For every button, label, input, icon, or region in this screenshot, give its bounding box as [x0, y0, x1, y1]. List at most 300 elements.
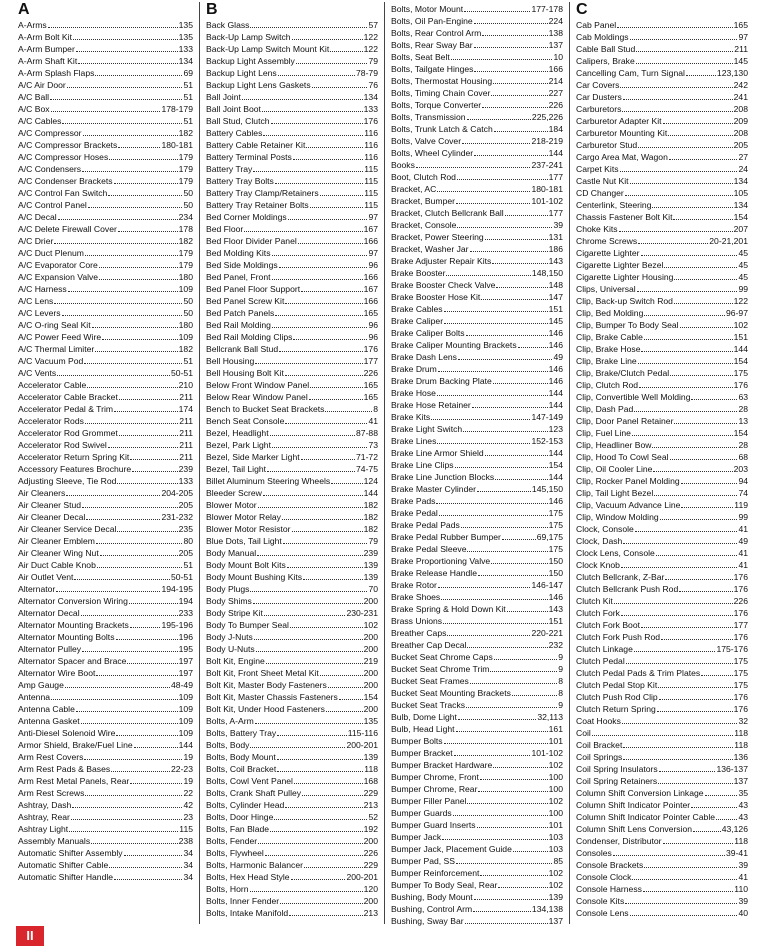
- entry-page: 211: [179, 440, 193, 450]
- entry-label: Clip, Back-up Switch Rod: [576, 296, 673, 306]
- entry-label: Console Lens: [576, 908, 629, 918]
- entry-page: 135: [363, 716, 378, 726]
- index-entry: [576, 559, 748, 571]
- index-entry: [206, 883, 378, 895]
- entry-label: Accelerator Cable Bracket: [18, 392, 118, 402]
- entry-page: 138: [548, 28, 563, 38]
- dot-leader: [66, 487, 160, 496]
- entry-page: 78-79: [356, 68, 378, 78]
- entry-page: 131: [548, 232, 563, 242]
- index-entry: [206, 655, 378, 667]
- entry-page: 97: [368, 248, 378, 258]
- index-columns: [14, 2, 757, 924]
- index-entry: [576, 691, 748, 703]
- index-entry: [18, 679, 193, 691]
- entry-page: 208: [733, 104, 748, 114]
- entry-page: 205: [733, 140, 748, 150]
- index-entry: [18, 787, 193, 799]
- entry-label: A/C Delete Firewall Cover: [18, 224, 117, 234]
- index-entry: [391, 735, 563, 747]
- entry-page: 161: [548, 724, 563, 734]
- entry-label: Air Cleaner Service Decal: [18, 524, 117, 534]
- entry-label: Bolts, Horn: [206, 884, 249, 894]
- index-entry: [576, 715, 748, 727]
- index-entry: [391, 555, 563, 567]
- entry-label: Bed Floor: [206, 224, 244, 234]
- entry-label: Alternator Wire Boot: [18, 668, 96, 678]
- entry-label: Clutch Return Spring: [576, 704, 656, 714]
- entry-label: Condenser, Distributor: [576, 836, 662, 846]
- entry-page: 168: [363, 776, 378, 786]
- entry-label: Brake Cables: [391, 304, 443, 314]
- entry-label: Bumper Chrome, Front: [391, 772, 479, 782]
- index-entry: [18, 343, 193, 355]
- entry-page: 28: [738, 440, 748, 450]
- index-entry: [206, 343, 378, 355]
- index-entry: [206, 319, 378, 331]
- index-entry: [391, 819, 563, 831]
- dot-leader: [265, 847, 363, 856]
- entry-list: [18, 19, 193, 924]
- entry-label: A/C Decal: [18, 212, 57, 222]
- entry-page: 176: [733, 692, 748, 702]
- entry-page: 182: [178, 128, 193, 138]
- entry-page: 179: [178, 248, 193, 258]
- page-number: II: [16, 926, 44, 946]
- entry-page: 177: [548, 172, 563, 182]
- dot-leader: [431, 411, 530, 420]
- entry-label: Body Plugs: [206, 584, 250, 594]
- index-entry: [576, 499, 748, 511]
- dot-leader: [439, 507, 548, 516]
- entry-label: Body J-Nuts: [206, 632, 253, 642]
- dot-leader: [108, 439, 178, 448]
- entry-page: 234: [178, 212, 193, 222]
- dot-leader: [256, 643, 363, 652]
- entry-page: 145,150: [531, 484, 563, 494]
- index-entry: [18, 307, 193, 319]
- dot-leader: [99, 271, 178, 280]
- index-entry: [18, 67, 193, 79]
- entry-label: Brake Caliper: [391, 316, 444, 326]
- dot-leader: [617, 19, 733, 28]
- entry-page: 109: [178, 284, 193, 294]
- dot-leader: [665, 571, 732, 580]
- entry-label: Cab Moldings: [576, 32, 629, 42]
- dot-leader: [82, 163, 178, 172]
- entry-page: 167: [363, 224, 378, 234]
- index-entry: [391, 339, 563, 351]
- dot-leader: [285, 415, 367, 424]
- dot-leader: [438, 363, 548, 372]
- index-entry: [391, 75, 563, 87]
- dot-leader: [253, 163, 363, 172]
- dot-leader: [472, 399, 548, 408]
- dot-leader: [91, 835, 178, 844]
- dot-leader: [456, 855, 552, 864]
- dot-leader: [68, 283, 178, 292]
- index-entry: [18, 271, 193, 283]
- entry-label: Column Shift Lens Conversion: [576, 824, 693, 834]
- entry-page: 135: [178, 20, 193, 30]
- index-entry: [206, 487, 378, 499]
- entry-page: 139: [363, 572, 378, 582]
- entry-page: 225,226: [531, 112, 563, 122]
- entry-label: Brake Booster Check Valve: [391, 280, 496, 290]
- entry-page: 179: [178, 152, 193, 162]
- entry-label: Alternator Mounting Bolts: [18, 632, 115, 642]
- dot-leader: [518, 339, 548, 348]
- entry-label: Bolts, Coil Bracket: [206, 764, 277, 774]
- dot-leader: [85, 247, 178, 256]
- entry-label: Bumper Bracket Hardware: [391, 760, 493, 770]
- entry-page: 115: [364, 176, 378, 186]
- dot-leader: [658, 775, 732, 784]
- dot-leader: [62, 307, 183, 316]
- dot-leader: [680, 319, 733, 328]
- entry-label: Bushing, Sway Bar: [391, 916, 464, 926]
- index-entry: [206, 247, 378, 259]
- dot-leader: [474, 63, 547, 72]
- dot-leader: [474, 39, 548, 48]
- entry-label: Antenna Cable: [18, 704, 75, 714]
- entry-page: 139: [363, 752, 378, 762]
- entry-label: Bezel, Headlight: [206, 428, 269, 438]
- entry-label: A/C Box: [18, 104, 50, 114]
- entry-label: Brake Caliper Mounting Brackets: [391, 340, 517, 350]
- entry-label: Alternator Pulley: [18, 644, 82, 654]
- dot-leader: [456, 195, 530, 204]
- index-entry: [18, 331, 193, 343]
- index-entry: [391, 795, 563, 807]
- entry-page: 134: [363, 92, 378, 102]
- index-entry: [576, 19, 748, 31]
- index-entry: [391, 363, 563, 375]
- index-entry: [576, 835, 748, 847]
- entry-label: Bench to Bucket Seat Brackets: [206, 404, 325, 414]
- entry-label: Brake Pads: [391, 496, 436, 506]
- dot-leader: [693, 823, 721, 832]
- dot-leader: [705, 787, 738, 796]
- entry-page: 148: [548, 280, 563, 290]
- index-entry: [18, 163, 193, 175]
- entry-page: 74-75: [356, 464, 378, 474]
- index-entry: [18, 643, 193, 655]
- dot-leader: [76, 703, 178, 712]
- entry-page: 205: [178, 548, 193, 558]
- index-entry: [391, 327, 563, 339]
- entry-label: Battery Tray: [206, 164, 253, 174]
- entry-label: Amp Gauge: [18, 680, 64, 690]
- entry-label: Accelerator Return Spring Kit: [18, 452, 130, 462]
- index-entry: [206, 283, 378, 295]
- index-entry: [206, 127, 378, 139]
- dot-leader: [437, 435, 530, 444]
- index-entry: [391, 243, 563, 255]
- entry-label: Bumper Jack: [391, 832, 442, 842]
- entry-label: Bumper Pad, SS: [391, 856, 456, 866]
- dot-leader: [82, 643, 178, 652]
- dot-leader: [99, 259, 178, 268]
- dot-leader: [82, 499, 178, 508]
- entry-label: Bolt Kit, Engine: [206, 656, 265, 666]
- entry-label: Bolts, Fan Blade: [206, 824, 270, 834]
- index-entry: [18, 295, 193, 307]
- entry-label: Bolts, Battery Tray: [206, 728, 277, 738]
- entry-page: 196: [178, 632, 193, 642]
- entry-page: 51: [183, 80, 193, 90]
- dot-leader: [498, 879, 547, 888]
- index-entry: [391, 615, 563, 627]
- entry-page: 19: [183, 776, 193, 786]
- index-entry: [206, 907, 378, 919]
- entry-page: 49: [553, 352, 563, 362]
- index-entry: [391, 663, 563, 675]
- dot-leader: [636, 55, 733, 64]
- dot-leader: [54, 295, 182, 304]
- entry-page: 239: [363, 548, 378, 558]
- entry-label: Brake Hose Retainer: [391, 400, 471, 410]
- index-entry: [576, 787, 748, 799]
- dot-leader: [674, 271, 737, 280]
- index-entry: [391, 411, 563, 423]
- entry-label: Bell Housing Bolt Kit: [206, 368, 284, 378]
- dot-leader: [673, 211, 732, 220]
- entry-page: 133: [178, 44, 193, 54]
- entry-page: 214: [548, 76, 563, 86]
- index-entry: [391, 711, 563, 723]
- entry-page: 105: [733, 188, 748, 198]
- dot-leader: [306, 139, 363, 148]
- index-entry: [18, 247, 193, 259]
- entry-page: 43: [738, 812, 748, 822]
- dot-leader: [466, 327, 548, 336]
- dot-leader: [270, 823, 363, 832]
- entry-page: 192: [363, 824, 378, 834]
- entry-page: 116: [364, 128, 378, 138]
- entry-label: Clip, Clutch Rod: [576, 380, 639, 390]
- dot-leader: [442, 831, 548, 840]
- index-entry: [206, 211, 378, 223]
- entry-label: Brake Line Junction Blocks: [391, 472, 495, 482]
- entry-label: Accelerator Rods: [18, 416, 84, 426]
- dot-leader: [656, 547, 738, 556]
- entry-label: Consoles: [576, 848, 612, 858]
- entry-label: Coil Springs: [576, 752, 623, 762]
- entry-page: 123: [548, 424, 563, 434]
- index-entry: [391, 807, 563, 819]
- dot-leader: [492, 255, 547, 264]
- dot-leader: [621, 559, 737, 568]
- entry-label: Clock Knob: [576, 560, 620, 570]
- index-entry: [576, 703, 748, 715]
- index-entry: [18, 547, 193, 559]
- dot-leader: [661, 631, 733, 640]
- entry-page: 195: [178, 644, 193, 654]
- dot-leader: [81, 607, 178, 616]
- dot-leader: [470, 243, 548, 252]
- index-entry: [18, 871, 193, 883]
- entry-page: 239: [178, 464, 193, 474]
- dot-leader: [81, 715, 178, 724]
- index-entry: [391, 219, 563, 231]
- entry-page: 176: [733, 608, 748, 618]
- dot-leader: [96, 667, 177, 676]
- index-entry: [18, 835, 193, 847]
- dot-leader: [638, 139, 733, 148]
- dot-leader: [669, 151, 738, 160]
- dot-leader: [447, 627, 530, 636]
- entry-page: 51: [183, 116, 193, 126]
- entry-label: A-Arms: [18, 20, 47, 30]
- dot-leader: [102, 331, 178, 340]
- dot-leader: [613, 847, 725, 856]
- entry-page: 174: [178, 404, 193, 414]
- dot-leader: [87, 379, 177, 388]
- index-entry: [391, 699, 563, 711]
- entry-label: Carburetor Adapter Kit: [576, 116, 662, 126]
- entry-page: 145: [548, 316, 563, 326]
- entry-label: Battery Terminal Posts: [206, 152, 292, 162]
- dot-leader: [298, 235, 363, 244]
- index-entry: [206, 619, 378, 631]
- dot-leader: [118, 139, 160, 148]
- dot-leader: [659, 691, 733, 700]
- entry-page: 51: [183, 560, 193, 570]
- entry-label: Body Stripe Kit: [206, 608, 263, 618]
- dot-leader: [636, 43, 733, 52]
- dot-leader: [467, 639, 547, 648]
- dot-leader: [482, 27, 547, 36]
- index-entry: [576, 295, 748, 307]
- index-entry: [18, 655, 193, 667]
- entry-page: 35: [738, 788, 748, 798]
- index-entry: [206, 451, 378, 463]
- entry-page: 180: [178, 320, 193, 330]
- index-entry: [206, 175, 378, 187]
- entry-label: Clutch Linkage: [576, 644, 633, 654]
- entry-label: Bolts, Body Mount: [206, 752, 276, 762]
- dot-leader: [302, 787, 363, 796]
- dot-leader: [416, 159, 531, 168]
- entry-page: 39-41: [726, 848, 748, 858]
- entry-label: Air Cleaner Emblem: [18, 536, 95, 546]
- entry-label: Clip, Brake Hose: [576, 344, 641, 354]
- entry-label: A/C Expansion Valve: [18, 272, 99, 282]
- entry-page: 200-201: [346, 872, 378, 882]
- entry-label: Chassis Fastener Bolt Kit: [576, 212, 673, 222]
- entry-page: 144: [548, 388, 563, 398]
- dot-leader: [626, 655, 733, 664]
- index-entry: [576, 595, 748, 607]
- entry-page: 40: [738, 908, 748, 918]
- dot-leader: [255, 355, 362, 364]
- entry-label: Cargo Area Mat, Wagon: [576, 152, 668, 162]
- entry-label: A/C Condensers: [18, 164, 82, 174]
- entry-page: 208: [733, 128, 748, 138]
- entry-label: Breather Cap Decal: [391, 640, 467, 650]
- entry-label: Bolts, Tailgate Hinges: [391, 64, 474, 74]
- index-entry: [576, 163, 748, 175]
- index-entry: [576, 883, 748, 895]
- entry-label: A/C Control Panel: [18, 200, 87, 210]
- dot-leader: [85, 415, 178, 424]
- entry-page: 52: [368, 812, 378, 822]
- entry-label: Coat Hooks: [576, 716, 621, 726]
- dot-leader: [438, 579, 531, 588]
- entry-page: 195-196: [161, 620, 193, 630]
- entry-page: 204-205: [161, 488, 193, 498]
- entry-label: Battery Cables: [206, 128, 263, 138]
- dot-leader: [625, 895, 737, 904]
- entry-label: Bumper Guards: [391, 808, 452, 818]
- index-entry: [206, 799, 378, 811]
- entry-label: Back Glass: [206, 20, 250, 30]
- index-entry: [391, 111, 563, 123]
- entry-label: Cancelling Cam, Turn Signal: [576, 68, 685, 78]
- dot-leader: [278, 67, 355, 76]
- index-entry: [206, 463, 378, 475]
- entry-page: 229: [363, 788, 378, 798]
- entry-label: Coil Spring Insulators: [576, 764, 658, 774]
- index-entry: [391, 483, 563, 495]
- entry-page: 19: [183, 752, 193, 762]
- entry-page: 207: [733, 224, 748, 234]
- entry-label: A/C Ball: [18, 92, 50, 102]
- entry-label: Bolts, Inner Fender: [206, 896, 280, 906]
- entry-page: 139: [548, 892, 563, 902]
- entry-label: Bolts, Hex Head Style: [206, 872, 290, 882]
- index-entry: [391, 651, 563, 663]
- entry-page: 226: [733, 596, 748, 606]
- entry-label: Bulb, Head Light: [391, 724, 455, 734]
- entry-page: 9: [558, 700, 563, 710]
- entry-label: Clutch Fork Push Rod: [576, 632, 661, 642]
- entry-page: 200: [363, 680, 378, 690]
- entry-page: 144: [363, 488, 378, 498]
- index-entry: [576, 367, 748, 379]
- entry-page: 231-232: [161, 512, 193, 522]
- entry-label: Battery Tray Bolts: [206, 176, 274, 186]
- dot-leader: [461, 519, 548, 528]
- entry-label: Battery Tray Retainer Bolts: [206, 200, 309, 210]
- dot-leader: [285, 799, 362, 808]
- entry-page: 144: [548, 472, 563, 482]
- entry-label: A-Arm Splash Flaps: [18, 68, 95, 78]
- index-entry: [206, 667, 378, 679]
- entry-label: Adjusting Sleeve, Tie Rod: [18, 476, 117, 486]
- index-entry: [206, 31, 378, 43]
- index-entry: [18, 79, 193, 91]
- entry-label: Battery Cable Retainer Kit: [206, 140, 306, 150]
- entry-page: 154: [548, 460, 563, 470]
- dot-leader: [250, 19, 367, 28]
- entry-page: 102: [548, 868, 563, 878]
- entry-page: 213: [363, 800, 378, 810]
- entry-page: 176: [363, 116, 378, 126]
- entry-label: Body U-Nuts: [206, 644, 255, 654]
- dot-leader: [108, 187, 182, 196]
- entry-label: Air Outlet Vent: [18, 572, 74, 582]
- dot-leader: [272, 319, 367, 328]
- dot-leader: [303, 571, 363, 580]
- entry-page: 151: [548, 616, 563, 626]
- entry-page: 101-102: [531, 196, 563, 206]
- entry-page: 147-149: [531, 412, 563, 422]
- dot-leader: [272, 439, 367, 448]
- entry-label: Bolts, Seat Belt: [391, 52, 450, 62]
- index-entry: [18, 475, 193, 487]
